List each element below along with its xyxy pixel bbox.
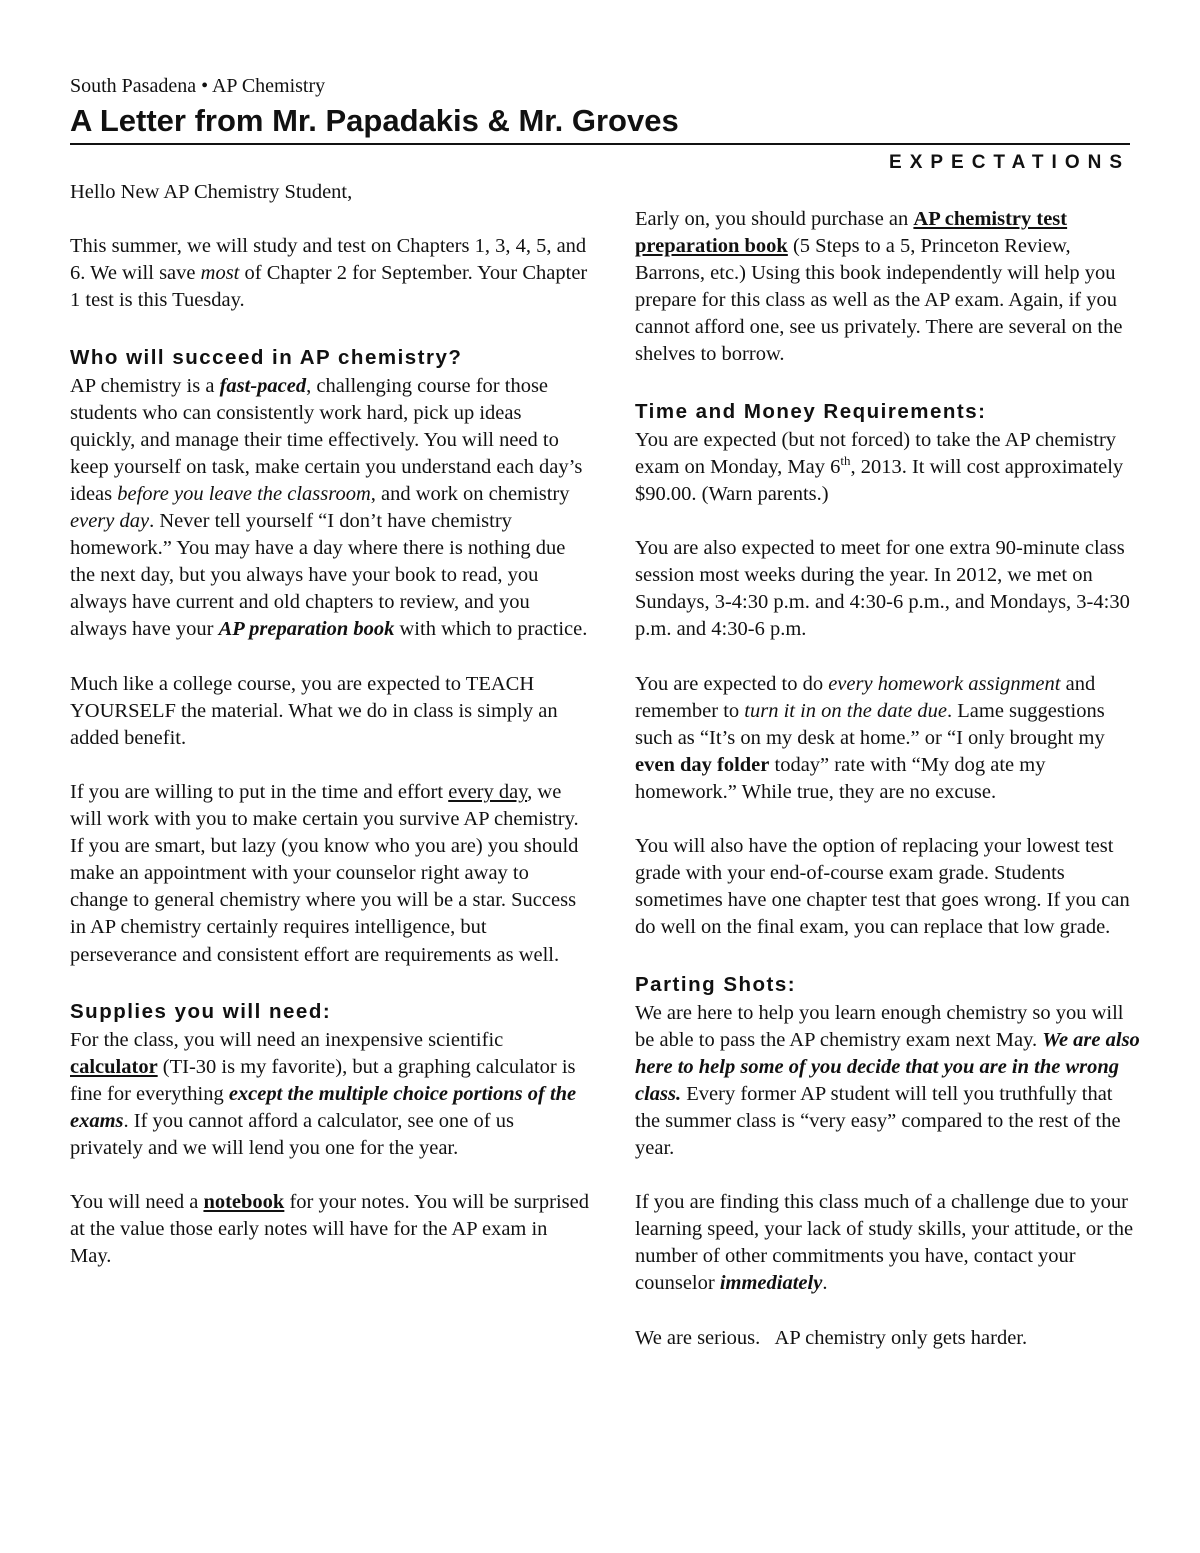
time-paragraph-3: You are expected to do every homework assignment and remember to turn it in on the date due. Lame suggestions such as “It’s on my desk at home.” or “I only brought my even day folder today” rate with “My dog ate my homework.” While true, they are no excuse. (635, 672, 1105, 803)
parting-paragraph-3: We are serious. AP chemistry only gets harder. (635, 1326, 1028, 1349)
succeed-paragraph-1: AP chemistry is a fast-paced, challenging course for those students who can consistently work hard, pick up ideas quickly, and manage their time effectively. You will need to keep yourself on task, make certain you understand each day’s ideas before you leave the classroom, and work on chemistry every day. Never tell yourself “I don’t have chemistry homework.” You may have a day where there is nothing due the next day, but you always have your book to read, you always have current and old chapters to review, and you always have your AP preparation book with which to practice. (70, 374, 588, 641)
prep-book-paragraph: Early on, you should purchase an AP chemistry test preparation book (5 Steps to a 5, Princeton Review, Barrons, etc.) Using this book independently will help you prepare for this class as well as the AP exam. Again, if you cannot afford one, see us privately. There are several on the shelves to borrow. (635, 208, 1123, 366)
time-paragraph-2: You are also expected to meet for one extra 90-minute class session most weeks during the year. In 2012, we met on Sundays, 3-4:30 p.m. and 4:30-6 p.m., and Mondays, 3-4:30 p.m. and 4:30-6 p.m. (635, 537, 1130, 641)
parting-paragraph-2: If you are finding this class much of a challenge due to your learning speed, your lack of study skills, your attitude, or the number of other commitments you have, contact your counselor immediately. (635, 1191, 1134, 1295)
succeed-paragraph-3: If you are willing to put in the time and effort every day, we will work with you to make certain you survive AP chemistry. If you are smart, but lazy (you know who you are) you should make an appointment with your counselor right away to change to general chemistry where you will be a star. Success in AP chemistry certainly requires intelligence, but perseverance and consistent effort are requirements as well. (70, 780, 579, 966)
time-money-heading: Time and Money Requirements: (635, 399, 987, 423)
left-column (70, 179, 590, 1271)
greeting: Hello New AP Chemistry Student, (70, 181, 353, 203)
right-column (635, 206, 1140, 1352)
parting-shots-heading: Parting Shots: (635, 972, 797, 996)
expectations-tagline: EXPECTATIONS (889, 152, 1130, 173)
time-paragraph-4: You will also have the option of replacing your lowest test grade with your end-of-course exam grade. Students sometimes have one chapter test that goes wrong. If you can do well on the final exam, you can replace that low grade. (635, 835, 1130, 939)
intro-paragraph: This summer, we will study and test on Chapters 1, 3, 4, 5, and 6. We will save most of Chapter 2 for September. Your Chapter 1 test is this Tuesday. (70, 235, 588, 312)
time-paragraph-1: You are expected (but not forced) to take the AP chemistry exam on Monday, May 6th, 2013. It will cost approximately $90.00. (Warn parents.) (635, 428, 1124, 505)
supplies-paragraph-2: You will need a notebook for your notes. You will be surprised at the value those early notes will have for the AP exam in May. (70, 1191, 589, 1268)
school-course-label: South Pasadena • AP Chemistry (70, 75, 326, 97)
supplies-paragraph-1: For the class, you will need an inexpensive scientific calculator (TI-30 is my favorite), but a graphing calculator is fine for everything except the multiple choice portions of the exams. If you cannot afford a calculator, see one of us privately and we will lend you one for the year. (70, 1028, 577, 1160)
parting-paragraph-1: We are here to help you learn enough chemistry so you will be able to pass the AP chemistry exam next May. We are also here to help some of you decide that you are in the wrong class. Every former AP student will tell you truthfully that the summer class is “very easy” compared to the rest of the year. (635, 1001, 1140, 1159)
supplies-heading: Supplies you will need: (70, 999, 332, 1023)
title-divider (70, 143, 1130, 145)
succeed-paragraph-2: Much like a college course, you are expected to TEACH YOURSELF the material. What we do in class is simply an added benefit. (70, 672, 558, 749)
letter-title: A Letter from Mr. Papadakis & Mr. Groves (70, 103, 679, 138)
succeed-heading: Who will succeed in AP chemistry? (70, 345, 463, 369)
